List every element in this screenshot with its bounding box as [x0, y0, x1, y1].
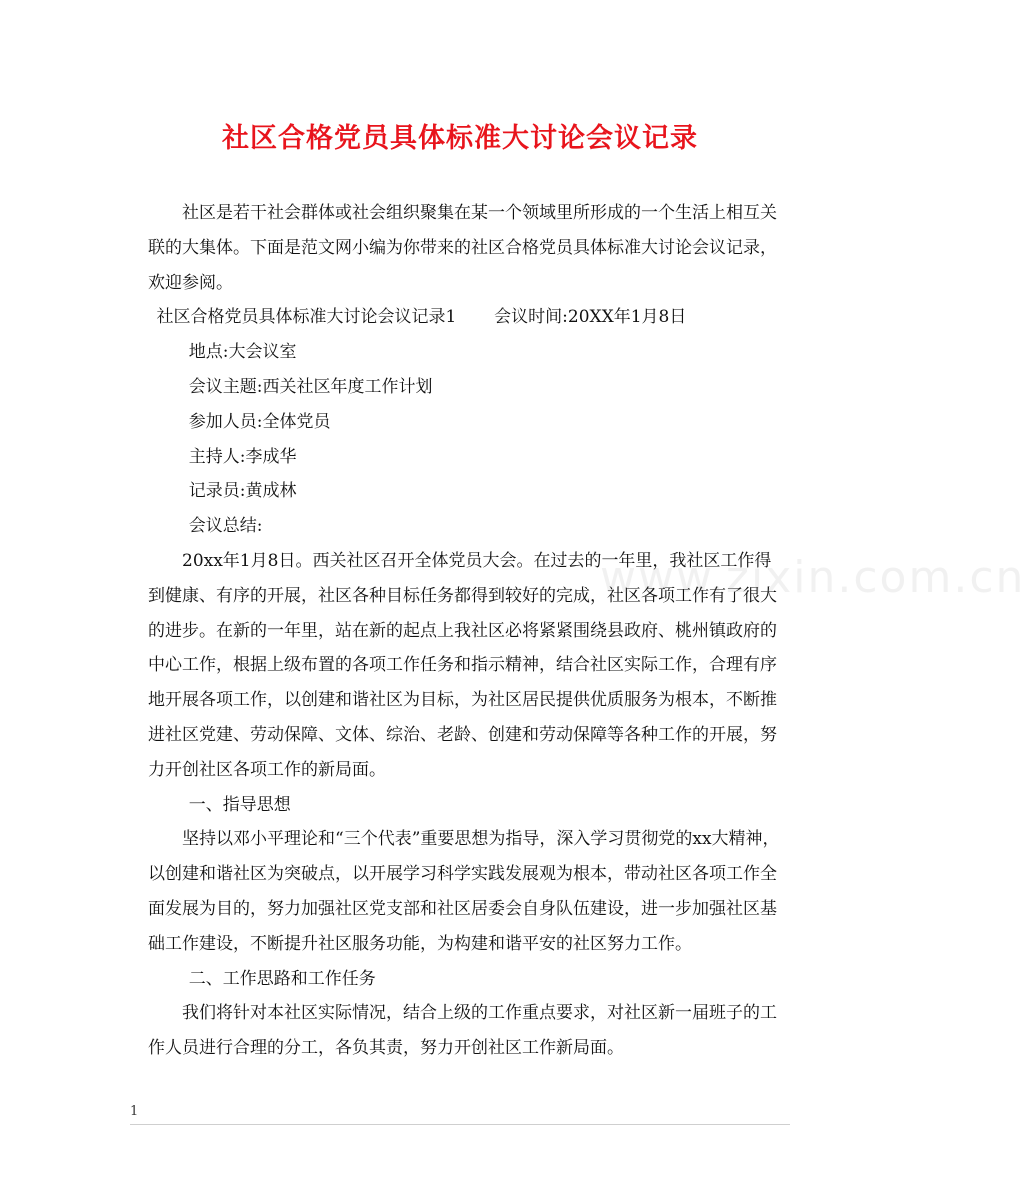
meeting-recorder: 记录员:黄成林 [188, 481, 297, 502]
section-work-plan-text: 我们将针对本社区实际情况，结合上级的工作重点要求，对社区新一届班子的工作人员进行合理的分工，各负其责，努力开创社区工作新局面。 [148, 1003, 777, 1059]
meeting-record-name: 社区合格党员具体标准大讨论会议记录1 [156, 307, 457, 328]
document-title: 社区合格党员具体标准大讨论会议记录 [222, 123, 698, 154]
section-guiding-thought-text: 坚持以邓小平理论和“三个代表”重要思想为指导，深入学习贯彻党的xx大精神，以创建和谐社区为突破点，以开展学习科学实践发展观为根本，带动社区各项工作全面发展为目的，努力加强社区党支部和社区居委会自身队伍建设，进一步加强社区基础工作建设，不断提升社区服务功能，为构建和谐平安的社区努力工作。 [148, 829, 780, 954]
meeting-attendees: 参加人员:全体党员 [188, 411, 331, 432]
meeting-topic: 会议主题:西关社区年度工作计划 [188, 376, 433, 397]
watermark-text: www.zixin.com.cn [600, 552, 1025, 603]
document-body [148, 196, 788, 1066]
meeting-time: 会议时间:20XX年1月8日 [494, 307, 687, 328]
page-number: 1 [130, 1104, 139, 1119]
intro-paragraph: 社区是若干社会群体或社会组织聚集在某一个领域里所形成的一个生活上相互关联的大集体。下面是范文网小编为你带来的社区合格党员具体标准大讨论会议记录，欢迎参阅。 [148, 203, 777, 293]
footer-divider [130, 1124, 790, 1125]
meeting-host: 主持人:李成华 [188, 446, 297, 467]
meeting-record-line [148, 300, 788, 335]
section-heading-guiding-thought: 一、指导思想 [188, 794, 291, 815]
meeting-summary-label: 会议总结: [188, 516, 263, 537]
section-heading-work-plan: 二、工作思路和工作任务 [188, 968, 376, 989]
summary-paragraph: 20xx年1月8日。西关社区召开全体党员大会。在过去的一年里，我社区工作得到健康、有序的开展，社区各种目标任务都得到较好的完成，社区各项工作有了很大的进步。在新的一年里，站在新的起点上我社区必将紧紧围绕县政府、桃州镇政府的中心工作，根据上级布置的各项工作任务和指示精神，结合社区实际工作，合理有序地开展各项工作，以创建和谐社区为目标，为社区居民提供优质服务为根本，不断推进社区党建、劳动保障、文体、综治、老龄、创建和劳动保障等各种工作的开展，努力开创社区各项工作的新局面。 [148, 550, 777, 780]
meeting-location: 地点:大会议室 [188, 342, 297, 363]
